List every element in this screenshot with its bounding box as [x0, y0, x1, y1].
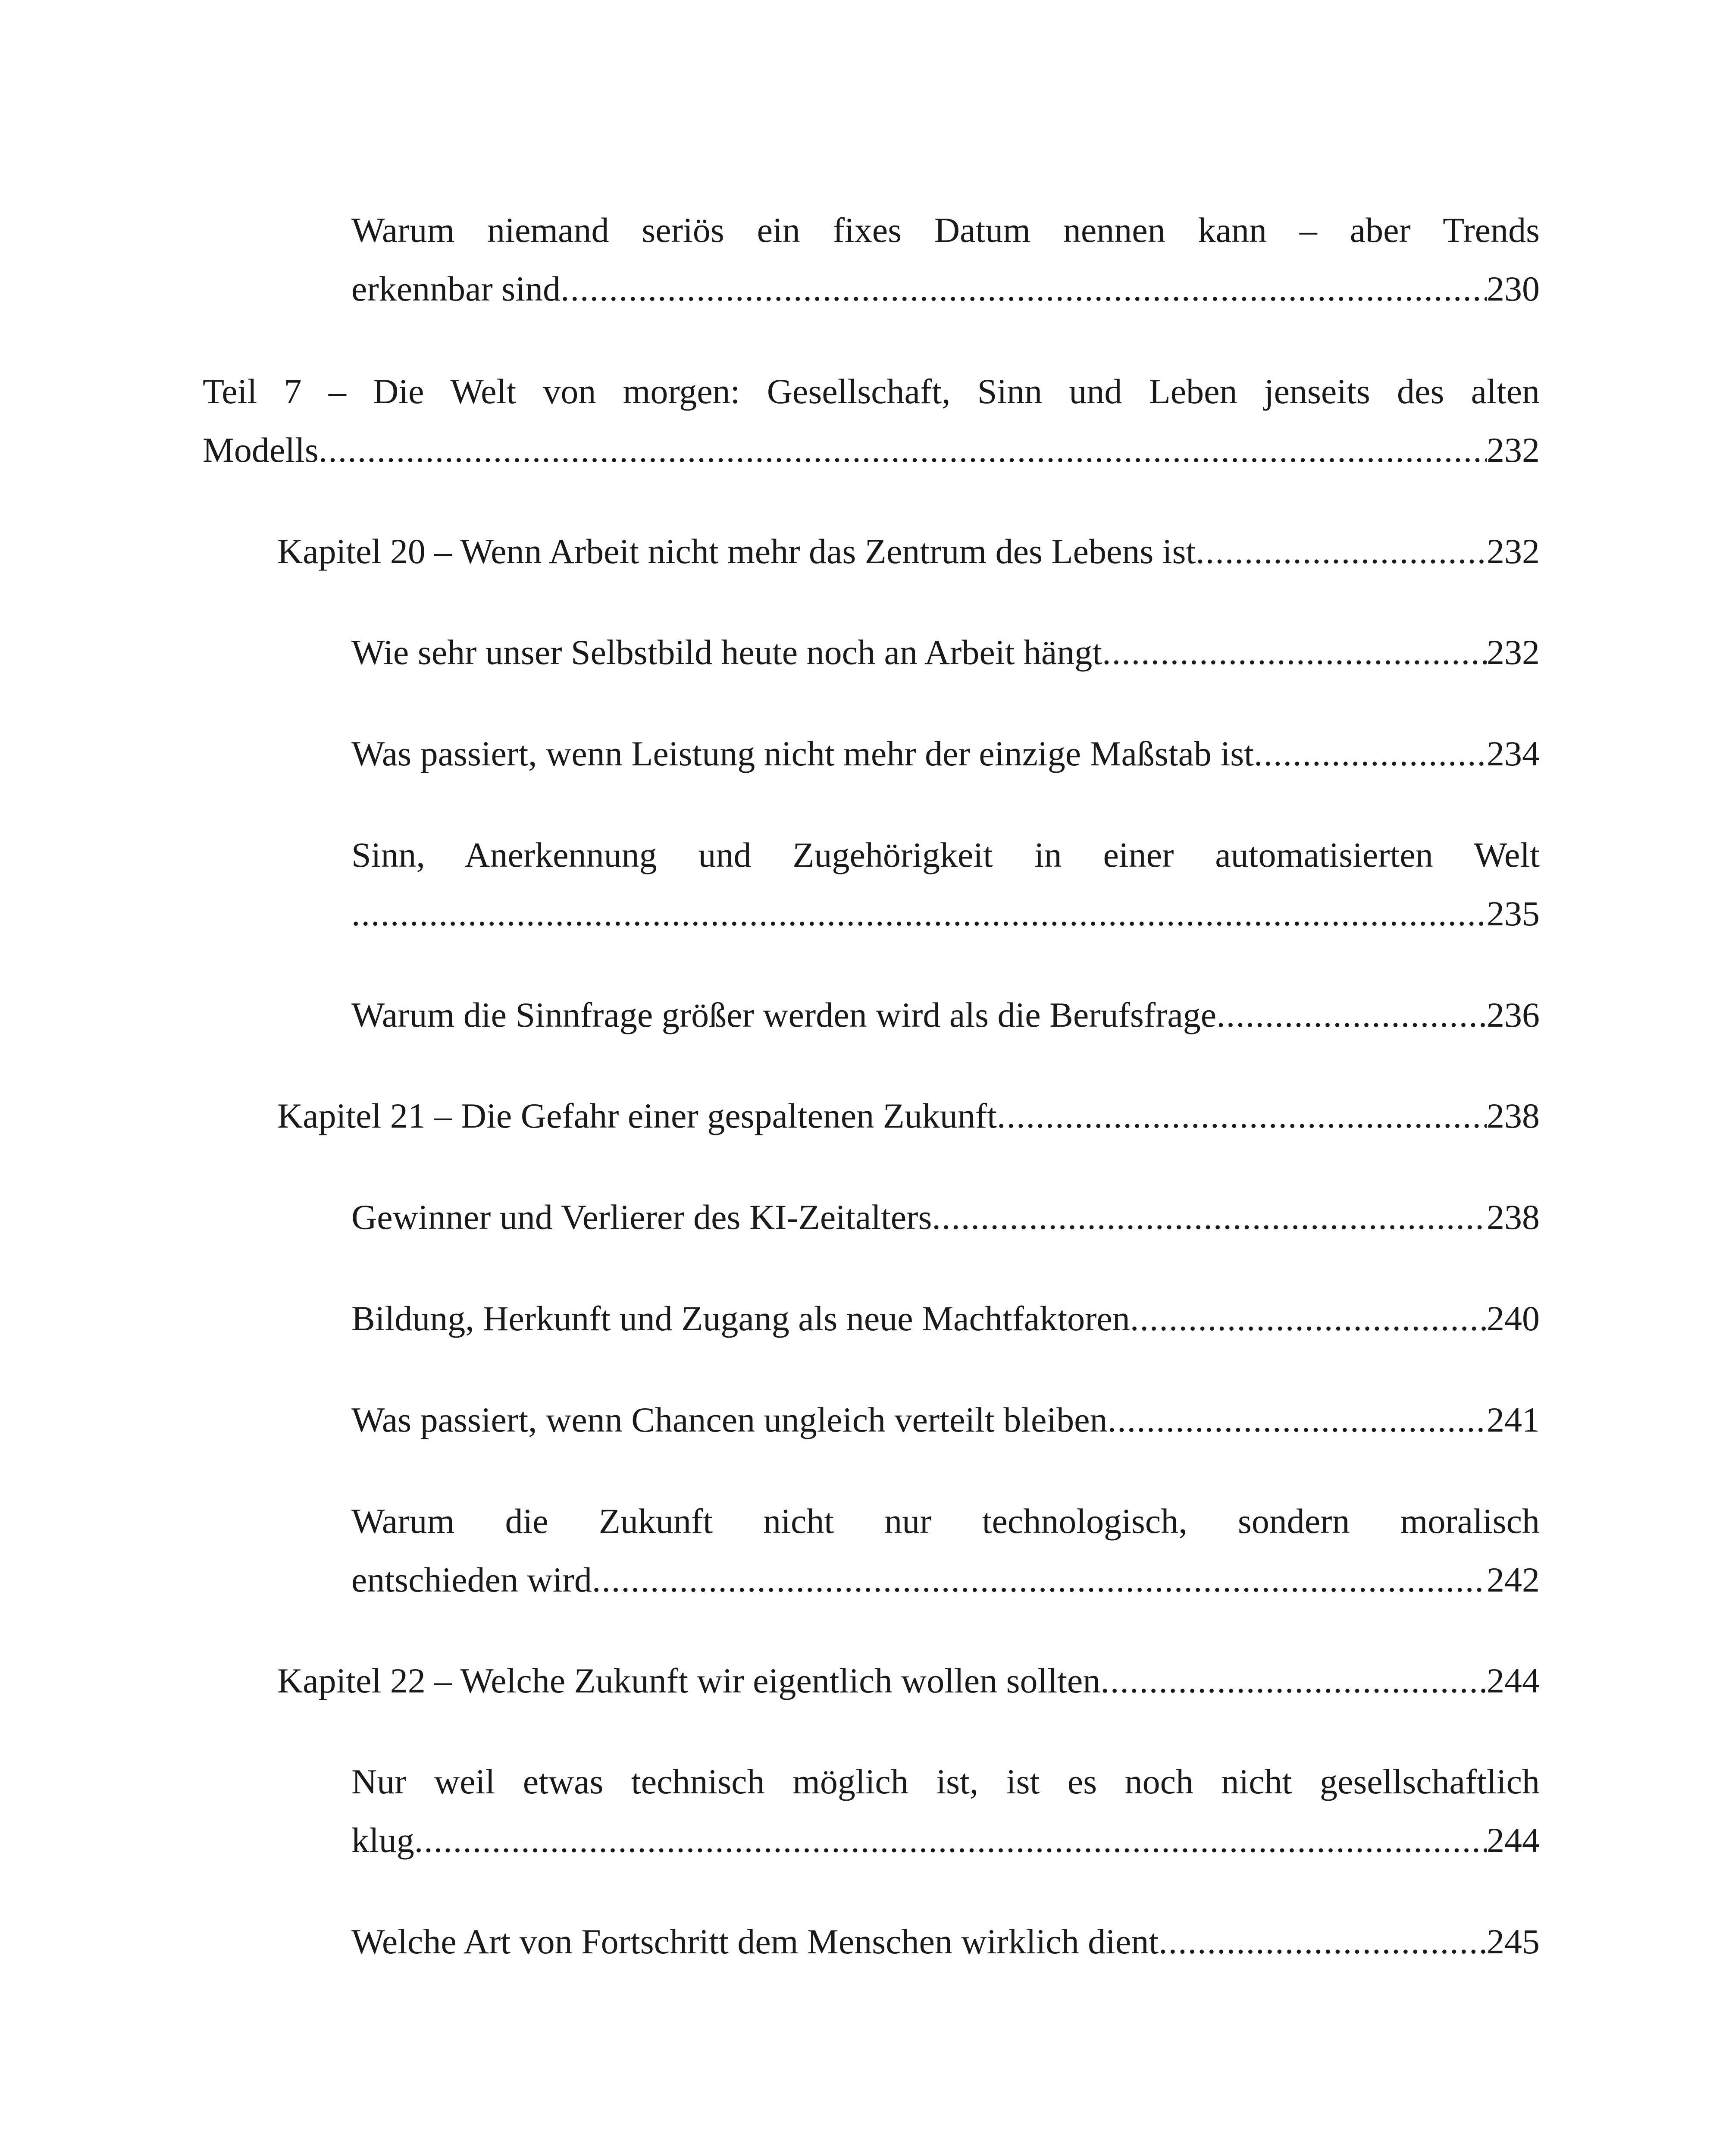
dot-leader	[561, 260, 1487, 318]
toc-entry-title: Was passiert, wenn Chancen ungleich verteilt bleiben	[351, 1400, 1108, 1439]
toc-entry-subsection[interactable]	[351, 986, 1540, 1044]
toc-entry-title-line: Warum niemand seriös ein fixes Datum nennen kann – aber Trends	[351, 210, 1540, 250]
dot-leader	[1130, 1289, 1487, 1348]
dot-leader	[1216, 986, 1487, 1044]
toc-entry-title: Warum die Sinnfrage größer werden wird als die Berufsfrage	[351, 995, 1217, 1034]
toc-page-number: 238	[1487, 1197, 1540, 1237]
toc-page-number: 240	[1487, 1299, 1540, 1338]
toc-entry-subsection[interactable]	[351, 623, 1540, 682]
toc-entry-subsection[interactable]	[351, 1188, 1540, 1247]
dot-leader	[351, 884, 1487, 943]
toc-entry-title-line: Nur weil etwas technisch möglich ist, ist es noch nicht gesellschaftlich	[351, 1762, 1540, 1801]
toc-entry-subsection[interactable]	[351, 1492, 1540, 1609]
toc-entry-title: Was passiert, wenn Leistung nicht mehr der einzige Maßstab ist	[351, 734, 1254, 773]
toc-entry-subsection[interactable]	[351, 1289, 1540, 1348]
toc-entry-chapter[interactable]	[277, 1651, 1540, 1710]
dot-leader	[932, 1188, 1487, 1247]
toc-entry-chapter[interactable]	[277, 522, 1540, 581]
toc-entry-subsection[interactable]	[351, 1912, 1540, 1971]
dot-leader	[997, 1087, 1487, 1145]
toc-entry-title: Welche Art von Fortschritt dem Menschen wirklich dient	[351, 1922, 1159, 1961]
toc-entry-title-line: Sinn, Anerkennung und Zugehörigkeit in einer automatisierten Welt	[351, 835, 1540, 874]
toc-entry-title: erkennbar sind	[351, 269, 561, 308]
dot-leader	[414, 1811, 1487, 1870]
toc-page-number: 241	[1487, 1400, 1540, 1439]
dot-leader	[1196, 522, 1487, 581]
toc-entry-part[interactable]	[203, 362, 1540, 479]
toc-page-number: 232	[1487, 532, 1540, 571]
toc-entry-title: Gewinner und Verlierer des KI-Zeitalters	[351, 1197, 932, 1237]
dot-leader	[1254, 724, 1487, 783]
toc-page-number: 245	[1487, 1922, 1540, 1961]
dot-leader	[1100, 1651, 1487, 1710]
toc-page-number: 234	[1487, 734, 1540, 773]
toc-entry-chapter[interactable]	[277, 1087, 1540, 1145]
toc-page-number: 232	[1487, 430, 1540, 470]
toc-page-number: 238	[1487, 1096, 1540, 1135]
dot-leader	[1108, 1391, 1487, 1449]
toc-entry-title: Modells	[203, 430, 319, 470]
dot-leader	[1159, 1912, 1487, 1971]
toc-page-number: 236	[1487, 995, 1540, 1034]
toc-page-number: 235	[1487, 894, 1540, 933]
toc-entry-subsection[interactable]	[351, 201, 1540, 318]
toc-entry-subsection[interactable]	[351, 1391, 1540, 1449]
toc-entry-title: Kapitel 21 – Die Gefahr einer gespaltenen Zukunft	[277, 1096, 997, 1135]
toc-page-number: 232	[1487, 633, 1540, 672]
dot-leader	[1102, 623, 1487, 682]
toc-entry-title: klug	[351, 1821, 414, 1860]
toc-entry-title: entschieden wird	[351, 1560, 592, 1599]
toc-entry-subsection[interactable]	[351, 724, 1540, 783]
toc-entry-title-line: Teil 7 – Die Welt von morgen: Gesellschaft, Sinn und Leben jenseits des alten	[203, 372, 1540, 411]
toc-entry-title: Kapitel 22 – Welche Zukunft wir eigentlich wollen sollten	[277, 1661, 1101, 1700]
dot-leader	[319, 421, 1487, 479]
toc-page-number: 244	[1487, 1821, 1540, 1860]
dot-leader	[592, 1551, 1487, 1609]
toc-entry-title: Wie sehr unser Selbstbild heute noch an Arbeit hängt	[351, 633, 1102, 672]
toc-entry-title: Bildung, Herkunft und Zugang als neue Machtfaktoren	[351, 1299, 1130, 1338]
toc-page-number: 244	[1487, 1661, 1540, 1700]
toc-entry-subsection[interactable]	[351, 1752, 1540, 1870]
toc-page-number: 230	[1487, 269, 1540, 308]
toc-entry-title: Kapitel 20 – Wenn Arbeit nicht mehr das Zentrum des Lebens ist	[277, 532, 1196, 571]
toc-entry-subsection[interactable]	[351, 826, 1540, 943]
toc-entry-title-line: Warum die Zukunft nicht nur technologisch, sondern moralisch	[351, 1501, 1540, 1541]
toc-page-number: 242	[1487, 1560, 1540, 1599]
